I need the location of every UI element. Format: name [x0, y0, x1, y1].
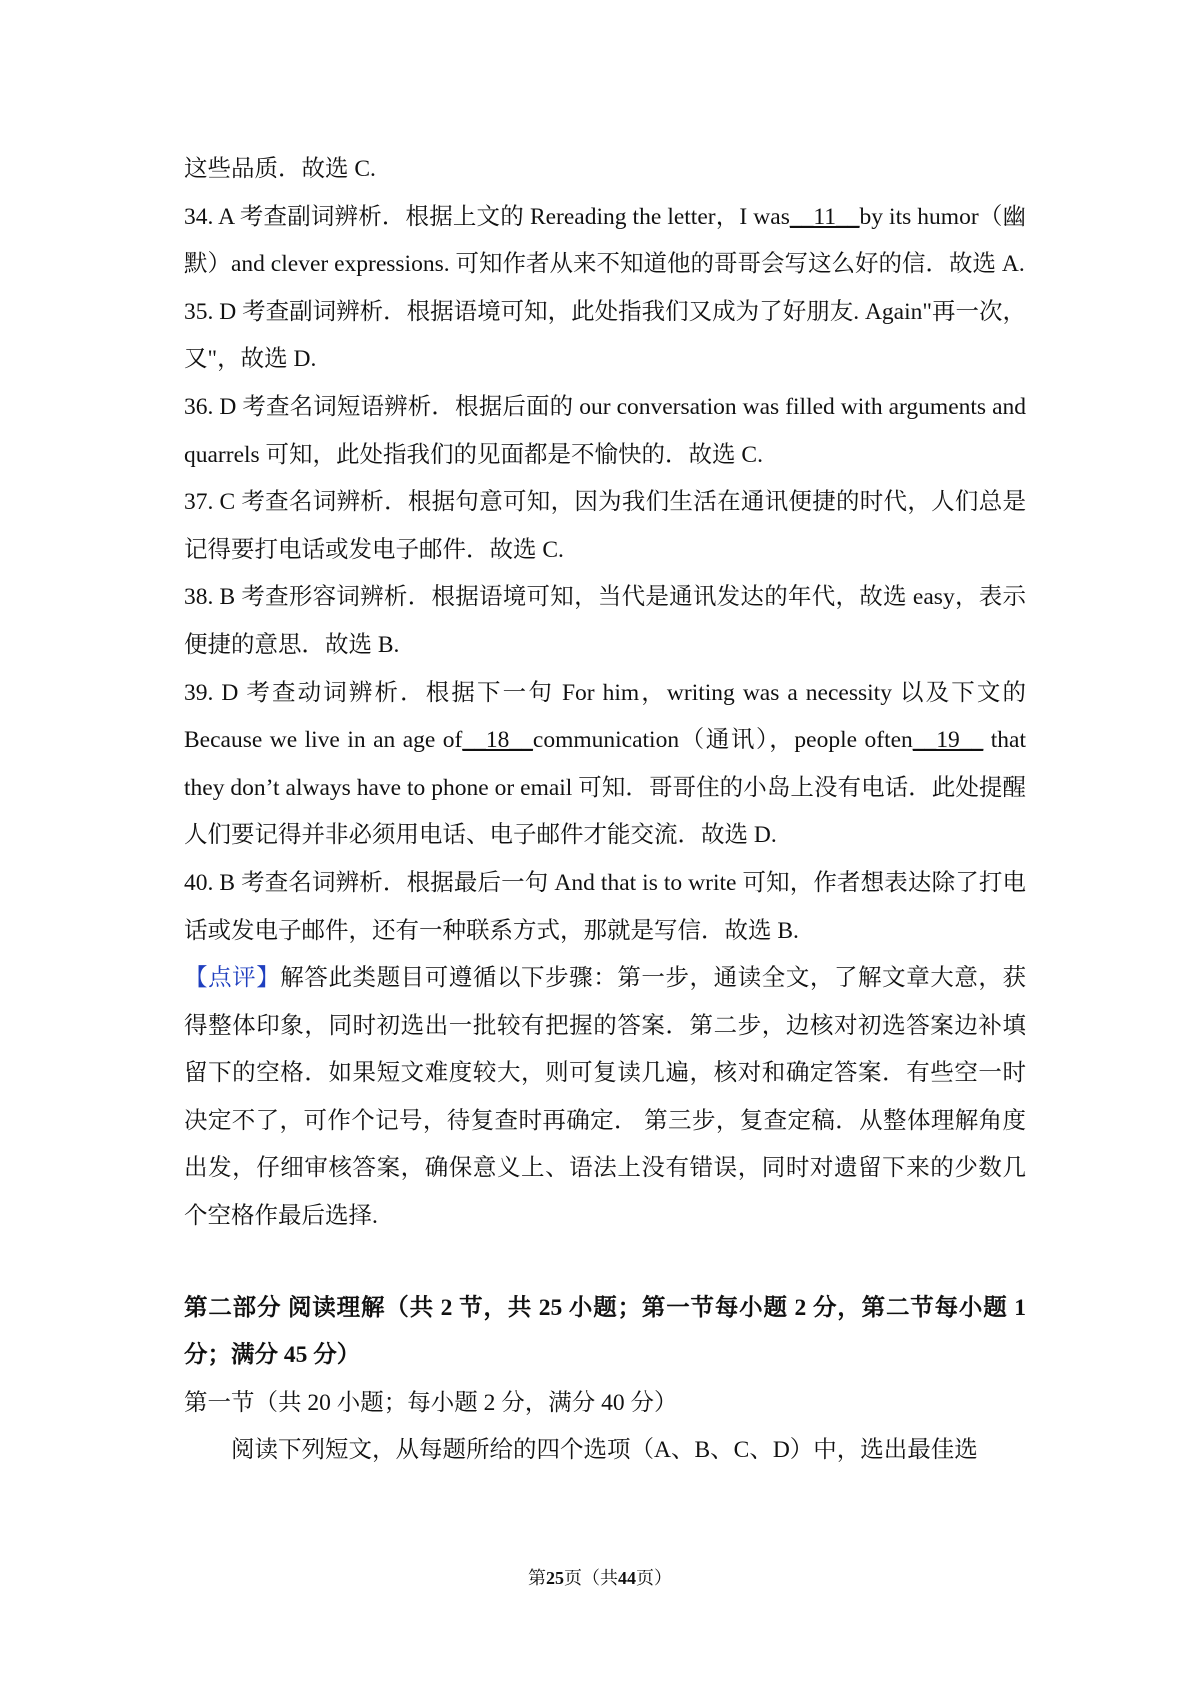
answer-explanations	[184, 146, 1026, 1475]
footer-page-number: 25	[546, 1568, 564, 1588]
answer-34	[184, 194, 1026, 289]
footer-prefix: 第	[528, 1568, 546, 1588]
answer-40: 40. B 考查名词辨析．根据最后一句 And that is to write 可知，作者想表达除了打电话或发电子邮件，还有一种联系方式，那就是写信．故选 B.	[184, 869, 1026, 944]
answer-36: 36. D 考查名词短语辨析．根据后面的 our conversation was filled with arguments and quarrels 可知，此处指我们的见面都是不愉快的．故选 C.	[184, 393, 1026, 468]
comment-text: 解答此类题目可遵循以下步骤：第一步，通读全文，了解文章大意，获得整体印象，同时初选出一批较有把握的答案．第二步，边核对初选答案边补填留下的空格．如果短文难度较大，则可复读几遍，核对和确定答案．有些空一时决定不了，可作个记号，待复查时再确定． 第三步，复查定稿．从整体理解角度出发，仔细审核答案，确保意义上、语法上没有错误，同时对遗留下来的少数几个空格作最后选择.	[184, 965, 1027, 1230]
comment-tag: 【点评】	[184, 965, 281, 992]
section-heading: 第二部分 阅读理解（共 2 节，共 25 小题；第一节每小题 2 分，第二节每小题 1 分；满分 45 分）	[184, 1294, 1026, 1369]
comment	[184, 955, 1026, 1241]
answer-37: 37. C 考查名词辨析．根据句意可知，因为我们生活在通讯便捷的时代，人们总是记得要打电话或发电子邮件．故选 C.	[184, 489, 1026, 563]
answer-39-text: 39. D 考查动词辨析．根据下一句 For him，writing was a necessity 以及下文的 Because we live in an age of	[184, 679, 1026, 754]
footer-middle: 页（共	[564, 1568, 618, 1588]
paragraph-continuation: 这些品质．故选 C.	[184, 156, 376, 182]
blank-19: __19__	[912, 727, 984, 754]
answer-35: 35. D 考查副词辨析．根据语境可知，此处指我们又成为了好朋友. Again"再一次，又"，故选 D.	[184, 298, 1026, 373]
answer-34-text-cont: by its humor（幽默）and clever expressions. 可知作者从来不知道他的哥哥会写这么好的信．故选 A.	[184, 203, 1026, 278]
answer-34-text: 34. A 考查副词辨析．根据上文的 Rereading the letter，I was	[184, 203, 790, 230]
footer-suffix: 页）	[636, 1568, 672, 1588]
blank-11: __11__	[789, 203, 860, 230]
answer-39	[184, 670, 1026, 860]
answer-39-text-end: that they don’t always have to phone or email 可知．哥哥住的小岛上没有电话．此处提醒人们要记得并非必须用电话、电子邮件才能交流．故选 D.	[184, 727, 1026, 849]
footer-total-pages: 44	[618, 1568, 636, 1588]
blank-18: __18__	[462, 727, 533, 754]
spacer	[184, 1241, 1026, 1263]
section-subheading: 第一节（共 20 小题；每小题 2 分，满分 40 分）	[184, 1389, 678, 1416]
answer-38: 38. B 考查形容词辨析．根据语境可知，当代是通讯发达的年代，故选 easy，表示便捷的意思．故选 B.	[184, 584, 1026, 658]
answer-39-text-mid: communication（通讯），people often	[532, 727, 913, 754]
section-instruction: 阅读下列短文，从每题所给的四个选项（A、B、C、D）中，选出最佳选	[231, 1437, 978, 1464]
page-footer	[0, 1564, 1200, 1590]
